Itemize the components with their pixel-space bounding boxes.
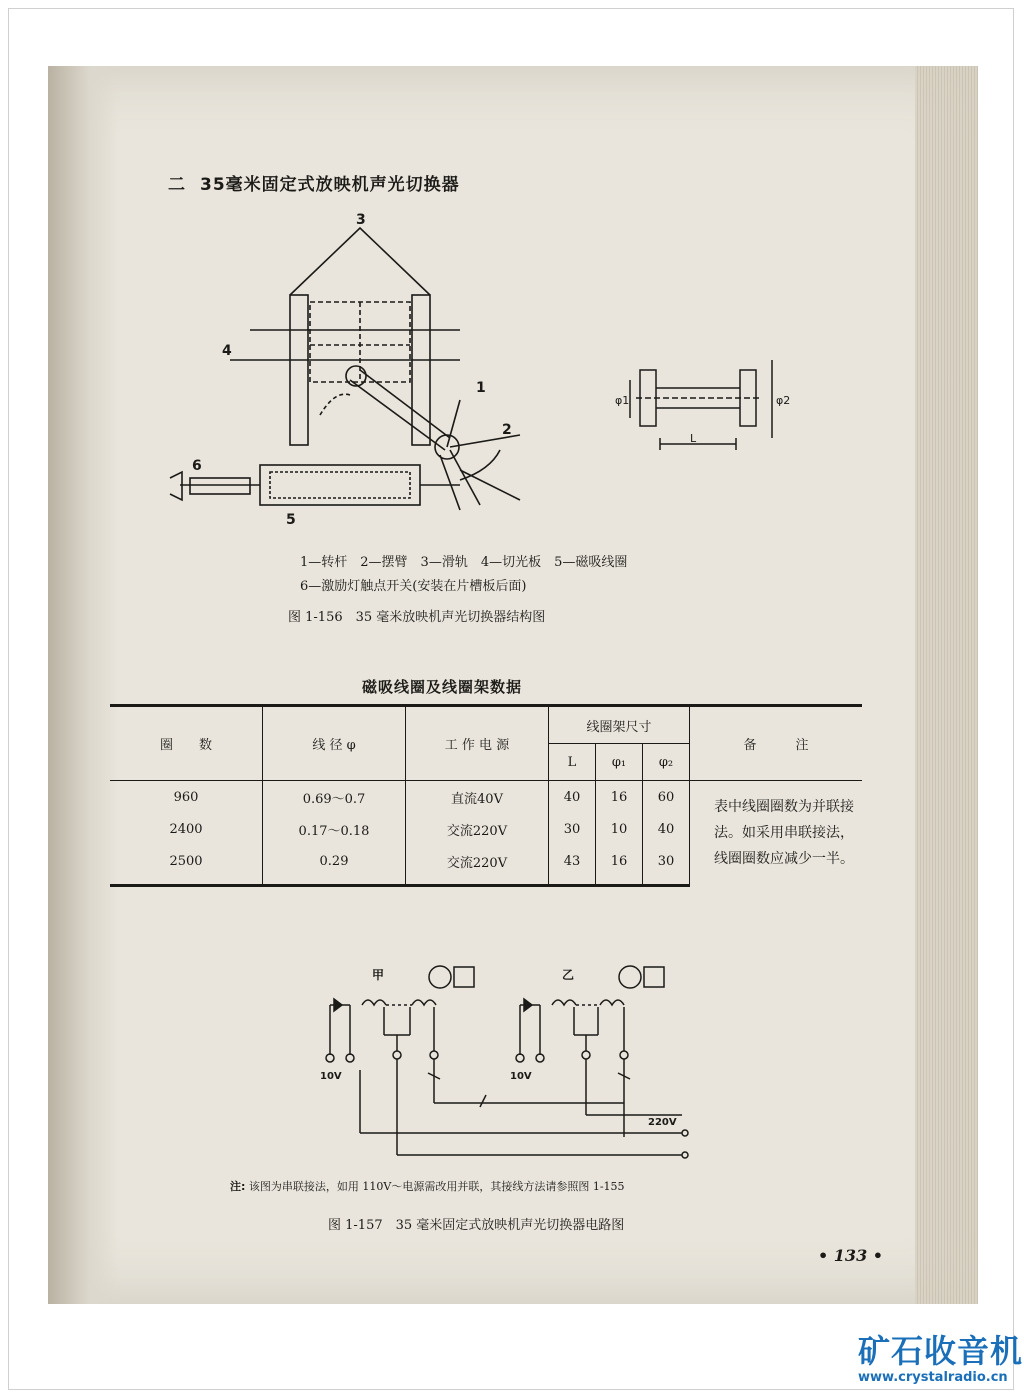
cell-L: 30 [549, 813, 596, 845]
part-label-2: 2 [502, 422, 512, 438]
cell-wire: 0.69～0.7 [263, 781, 406, 814]
part-label-5: 5 [286, 512, 296, 528]
cell-turns: 960 [173, 789, 199, 805]
left-post [290, 295, 308, 445]
figure1-caption: 图 1-156 35 毫米放映机声光切换器结构图 [288, 610, 546, 625]
cell-power: 交流220V [406, 813, 549, 845]
coil-left-b [412, 1000, 436, 1005]
figure2-caption: 图 1-157 35 毫米固定式放映机声光切换器电路图 [328, 1218, 625, 1233]
header-phi2: φ₂ [643, 744, 690, 781]
structure-diagram [160, 210, 800, 530]
coil-data-table [110, 704, 862, 887]
cell-phi2: 60 [643, 781, 690, 814]
right-post [412, 295, 430, 445]
dim-L: L [690, 432, 697, 445]
header-phi1: φ₁ [596, 744, 643, 781]
magnetic-coil [260, 465, 420, 505]
cell-power: 直流40V [406, 781, 549, 814]
contact-switch [190, 478, 250, 494]
cell-wire: 0.17～0.18 [263, 813, 406, 845]
cell-wire: 0.29 [263, 845, 406, 886]
dim-phi2: φ2 [776, 394, 791, 407]
circuit-label-yi: 乙 [562, 968, 575, 982]
book-gutter-shadow [48, 66, 118, 1304]
figure1-legend-line1: 1—转杆 2—摆臂 3—滑轨 4—切光板 5—磁吸线圈 [300, 555, 628, 570]
dim-phi1: φ1 [615, 394, 630, 407]
table-row [110, 781, 862, 814]
voltage-right: 10V [510, 1071, 532, 1082]
cell-phi1: 16 [596, 781, 643, 814]
cell-L: 40 [549, 781, 596, 814]
header-L: L [549, 744, 596, 781]
cell-remark: 表中线圈圈数为并联接法。如采用串联接法，线圈圈数应减少一半。 [690, 781, 863, 886]
slide-rail-roof [290, 228, 430, 295]
circuit-note [230, 1178, 625, 1194]
cell-phi2: 40 [643, 813, 690, 845]
header-remark: 备 注 [690, 706, 863, 781]
header-turns: 圈 数 [110, 706, 263, 781]
header-wire: 线 径 φ [263, 706, 406, 781]
part-label-4: 4 [222, 343, 232, 359]
page-number: • 133 • [818, 1246, 883, 1265]
table-title: 磁吸线圈及线圈架数据 [362, 678, 523, 696]
note-prefix: 注: [230, 1180, 246, 1193]
watermark-logo: 矿石收音机 [858, 1332, 1024, 1370]
section-heading [168, 170, 474, 195]
watermark-url: www.crystalradio.cn [858, 1370, 1008, 1385]
figure1-legend-line2: 6—激励灯触点开关(安装在片槽板后面) [300, 579, 527, 594]
section-number: 二 [168, 175, 186, 195]
circuit-label-jia: 甲 [372, 968, 385, 982]
cell-turns: 2500 [110, 845, 263, 886]
coil-left-a [362, 1000, 386, 1005]
note-text: 该图为串联接法，如用 110V～电源需改用并联，其接线方法请参照图 1-155 [248, 1180, 625, 1193]
cell-phi1: 16 [596, 845, 643, 886]
lamp-right [619, 966, 641, 988]
lamp-left [429, 966, 451, 988]
header-frame-size: 线圈架尺寸 [549, 706, 690, 744]
cell-power: 交流220V [406, 845, 549, 886]
cell-turns: 2400 [169, 821, 203, 837]
header-power: 工 作 电 源 [406, 706, 549, 781]
cell-phi2: 30 [643, 845, 690, 886]
cell-L: 43 [549, 845, 596, 886]
coil-right-b [600, 1000, 624, 1005]
coil-frame-drawing [630, 360, 772, 450]
mains-voltage: 220V [648, 1117, 677, 1128]
section-title: 35毫米固定式放映机声光切换器 [200, 175, 460, 195]
part-label-6: 6 [192, 458, 202, 474]
cell-phi1: 10 [596, 813, 643, 845]
part-label-1: 1 [476, 380, 486, 396]
coil-right-a [552, 1000, 576, 1005]
voltage-left: 10V [320, 1071, 342, 1082]
part-label-3: 3 [356, 212, 366, 228]
circuit-diagram [300, 955, 720, 1170]
page-edge-stack [915, 66, 978, 1304]
